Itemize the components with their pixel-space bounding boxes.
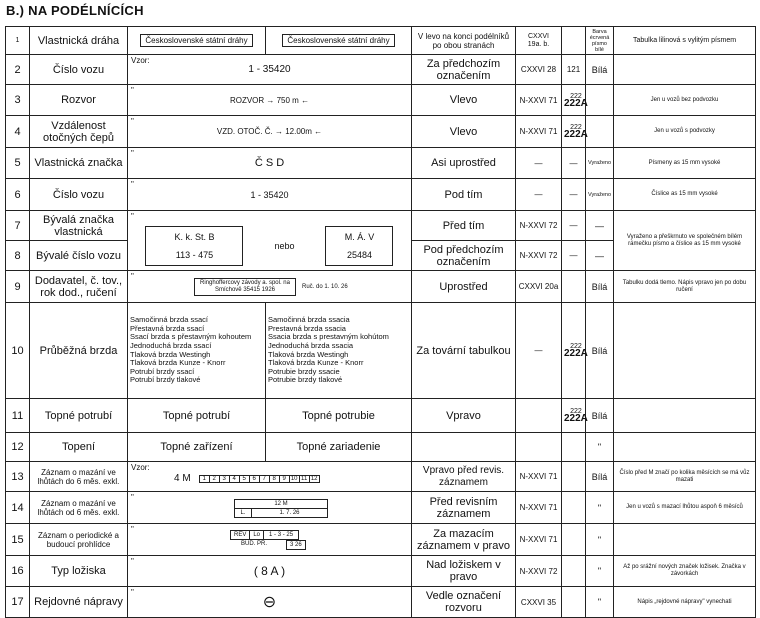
row-number: 7 [6,211,30,241]
row-number: 8 [6,241,30,271]
row-value: 1 - 35420 [250,189,289,200]
ditto-mark: " [131,180,134,189]
row-note: Jen u vozů s mazací lhůtou aspoň 6 měsíců [614,492,756,524]
brake-type: Tlaková brzda Kunze - Knorr [268,358,364,368]
row-position: Nad ložiskem v pravo [412,556,516,587]
row-name: Záznam o periodické a budoucí prohlídce [30,524,128,556]
row-number: 5 [6,148,30,179]
table-row [6,462,756,492]
row-position: Za předchozím označením [412,55,516,85]
month-cell: 6 [250,476,260,482]
header-note: Tabulka lilinová s vylitým písmem [614,27,756,55]
ditto-mark: " [131,525,134,534]
row-note: Jen u vozů s podvozky [614,116,756,148]
row-value: 1 - 35420 [248,64,291,75]
heating-cz: Topné zařízení [128,433,266,462]
row-number: 3 [6,85,30,116]
paint-fraction: 222 222A [564,343,588,359]
row-number: 2 [6,55,30,85]
row-note: Nápis „rejdovné nápravy" vynechati [614,587,756,618]
brake-type: Potrubie brzdy ssacie [268,366,340,376]
table-row [6,55,756,85]
row-number: 11 [6,399,30,433]
row-paint: Bílá [586,399,614,433]
row-name: Typ ložiska [30,556,128,587]
row-code: N-XXVI 71 [516,85,562,116]
row-paint-code: — [562,179,586,211]
row-position: Asi uprostřed [412,148,516,179]
month-cell: 5 [240,476,250,482]
row-paint: Bílá [586,55,614,85]
row-position: Pod předchozím označením [412,241,516,271]
header-position: V levo na konci podélníků po obou stranách [412,27,516,55]
row-paint: Vyraženo [586,179,614,211]
row-name: Bývalá značka vlastnická [30,211,128,241]
former-mark-box-left: K. k. St. B 113 - 475 [145,226,243,266]
row-number: 4 [6,116,30,148]
section-heading: B.) NA PODÉLNÍCÍCH [6,3,144,18]
owner-box-sk: Československé státní dráhy [282,34,394,47]
row-position: Vlevo [412,116,516,148]
row-paint: — [586,211,614,241]
month-cell: 9 [280,476,290,482]
month-cell: 12 [310,475,318,482]
table-row [6,303,756,399]
brake-type: Přestavná brzda ssací [130,323,205,333]
or-word: nebo [274,240,295,251]
month-cell: 7 [260,476,270,482]
row-number: 1 [6,27,30,55]
row-code: — [516,303,562,399]
row-paint-code: 121 [562,55,586,85]
ditto-mark: " [131,272,134,281]
row-name: Rozvor [30,85,128,116]
row-name: Vlastnická dráha [30,27,128,55]
table-row [6,524,756,556]
row-note: Písmeny as 15 mm vysoké [614,148,756,179]
row-note: Jen u vozů bez podvozku [614,85,756,116]
brake-type: Tlaková brzda Westingh [268,349,349,359]
ditto-mark: " [131,212,134,221]
row-paint: " [586,492,614,524]
month-cell: 3 [220,476,230,482]
ditto-mark: " [131,86,134,95]
row-paint-code: — [562,148,586,179]
row-name: Průběžná brzda [30,303,128,399]
row-position: Vedle označení rozvoru [412,587,516,618]
row-position: Za tovární tabulkou [412,303,516,399]
row-number: 14 [6,492,30,524]
row-code: CXXVI 35 [516,587,562,618]
row-name: Bývalé číslo vozu [30,241,128,271]
row-paint-code: — [562,241,586,271]
brake-type: Samočinná brzda ssacia [268,315,350,325]
row-position: Pod tím [412,179,516,211]
table-row [6,211,756,241]
brake-type: Potrubí brzdy ssací [130,366,195,376]
row-name: Rejdovné nápravy [30,587,128,618]
row-position: Vpravo před revis. záznamem [412,462,516,492]
brake-type: Jednoduchá brzda ssacia [268,340,354,350]
row-code: N-XXVI 71 [516,116,562,148]
ditto-mark: " [131,149,134,158]
row-value: Č S D [254,157,285,169]
ditto-mark: " [131,493,134,502]
marking-table [5,26,756,618]
row-name: Vlastnická značka [30,148,128,179]
table-row [6,587,756,618]
row-name: Číslo vozu [30,179,128,211]
row-position: Vpravo [412,399,516,433]
heating-sk: Topné zariadenie [266,433,412,462]
row-paint: " [586,587,614,618]
row-paint: Bílá [586,271,614,303]
heating-pipe-cz: Topné potrubí [128,399,266,433]
brake-type: Jednoduchá brzda ssací [130,340,212,350]
row-code: — [516,148,562,179]
row-paint: " [586,524,614,556]
row-name: Záznam o mazání ve lhůtách od 6 měs. exkl. [30,492,128,524]
header-paint: Barva écrvená písmo bílé [586,27,614,55]
row-code: N-XXVI 72 [516,211,562,241]
row-position: Před revisním záznamem [412,492,516,524]
row-number: 6 [6,179,30,211]
row-note: Číslice as 15 mm vysoké [614,179,756,211]
row-value: ROZVOR → 750 m ← [229,95,310,105]
brake-type: Ssacia brzda s prestavným kohútom [268,332,389,342]
table-row [6,399,756,433]
row-position: Vlevo [412,85,516,116]
row-number: 15 [6,524,30,556]
brake-type: Tlaková brzda Kunze - Knorr [130,358,226,368]
row-name: Topení [30,433,128,462]
month-cell: 11 [300,476,310,482]
paint-fraction: 222 222A [564,124,588,140]
row-note: Až po srážní nových značek ložisek. Značka v závorkách [614,556,756,587]
table-row [6,116,756,148]
table-row [6,271,756,303]
row-number: 10 [6,303,30,399]
row-position: Před tím [412,211,516,241]
row-note: Vyraženo a přeškrnuto ve společném bílém rámečku písmo a číslice as 15 mm vysoké [614,211,756,271]
ditto-mark: " [131,117,134,126]
brake-type: Ssací brzda s přestavným kohoutem [130,332,252,342]
row-position: Uprostřed [412,271,516,303]
row-code: — [516,179,562,211]
row-code: N-XXVI 71 [516,462,562,492]
row-paint-code: — [562,211,586,241]
brake-type: Potrubí brzdy tlakové [130,375,201,385]
month-cell: 1 [200,476,210,482]
steering-axle-symbol-icon: ⊖ [262,594,277,611]
brake-type: Prestavná brzda ssacia [268,323,346,333]
owner-box: Československé státní dráhy [140,34,252,47]
row-note: Tabulku dodá tlemo. Nápis vpravo jen po dobu ručení [614,271,756,303]
row-name: Topné potrubí [30,399,128,433]
heating-pipe-sk: Topné potrubie [266,399,412,433]
row-paint: " [586,433,614,462]
row-number: 12 [6,433,30,462]
table-row [6,433,756,462]
brake-list-sk [266,303,412,399]
month-cell: 4 [230,476,240,482]
table-row [6,492,756,524]
brake-list-cz [128,303,266,399]
sample-label: Vzor: [131,56,150,65]
brake-type: Potrubie brzdy tlakové [268,375,343,385]
row-paint: Bílá [586,303,614,399]
paint-fraction: 222 222A [564,408,588,424]
row-number: 13 [6,462,30,492]
row-value: VZD. OTOČ. Č. → 12.00m ← [216,127,323,136]
row-name: Číslo vozu [30,55,128,85]
lubrication-box: 12 M L. 1. 7. 26 [234,499,328,518]
row-value: 4 M [174,473,191,484]
month-cell: 2 [210,476,220,482]
table-row [6,556,756,587]
row-code: N-XXVI 71 [516,524,562,556]
month-cell: 8 [270,476,280,482]
month-cell: 10 [290,476,300,482]
row-note: Číslo před M značí po kolika měsících se má vůz mazati [614,462,756,492]
header-code: CXXVI 19a. b. [516,27,562,55]
warranty-text: Ruč. do 1. 10. 26 [302,283,348,290]
row-paint: Bílá [586,462,614,492]
ditto-mark: " [131,588,134,597]
manufacturer-box: Ringhoffercovy závody a. spol. na Smíchově 35415 1926 [194,278,296,296]
row-paint: Vyraženo [586,148,614,179]
table-row [6,85,756,116]
row-code: N-XXVI 72 [516,241,562,271]
ditto-mark: " [131,557,134,566]
row-code: N-XXVI 71 [516,492,562,524]
row-name: Vzdálenost otočných čepů [30,116,128,148]
paint-fraction: 222 222A [564,92,588,109]
row-name: Záznam o mazání ve lhůtách do 6 měs. exkl. [30,462,128,492]
brake-type: Samočinná brzda ssací [130,315,208,325]
row-code: N-XXVI 72 [516,556,562,587]
former-mark-box-right: M. Á. V 25484 [325,226,393,266]
table-row [6,27,756,55]
row-code: CXXVI 20a [516,271,562,303]
month-grid [199,475,320,483]
row-number: 17 [6,587,30,618]
table-row [6,148,756,179]
row-number: 9 [6,271,30,303]
row-name: Dodavatel, č. tov., rok dod., ručení [30,271,128,303]
row-code: CXXVI 28 [516,55,562,85]
row-value: ( 8 A ) [253,564,286,578]
row-paint: — [586,241,614,271]
sample-label: Vzor: [131,463,150,472]
row-position: Za mazacím záznamem v pravo [412,524,516,556]
row-number: 16 [6,556,30,587]
revision-box: REV Lo 1 - 3 - 25 BUD. PR. 3 26 [230,530,409,550]
brake-type: Tlaková brzda Westingh [130,349,211,359]
table-row [6,179,756,211]
row-paint: " [586,556,614,587]
